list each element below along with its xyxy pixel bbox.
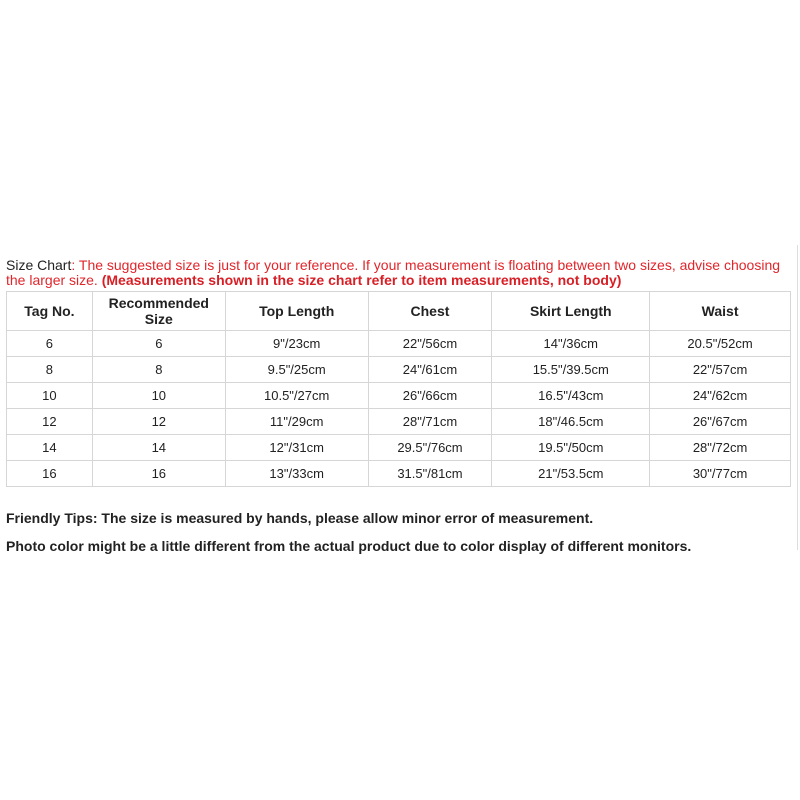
table-cell: 16 [92, 461, 225, 487]
page-edge-divider [797, 245, 798, 550]
table-cell: 9.5"/25cm [225, 357, 368, 383]
table-cell: 31.5"/81cm [368, 461, 492, 487]
table-cell: 6 [7, 331, 93, 357]
photo-color-note: Photo color might be a little different from the actual product due to color display of different monitors. [6, 538, 692, 554]
column-header: Top Length [225, 292, 368, 331]
table-cell: 24"/62cm [650, 383, 791, 409]
friendly-tips: Friendly Tips: The size is measured by hands, please allow minor error of measurement. [6, 510, 594, 526]
table-cell: 30"/77cm [650, 461, 791, 487]
table-cell: 16.5"/43cm [492, 383, 650, 409]
table-row [7, 461, 791, 487]
table-cell: 26"/67cm [650, 409, 791, 435]
column-header: Skirt Length [492, 292, 650, 331]
column-header: Recommended Size [92, 292, 225, 331]
table-row [7, 409, 791, 435]
table-cell: 14 [7, 435, 93, 461]
column-header: Tag No. [7, 292, 93, 331]
table-row [7, 383, 791, 409]
table-cell: 18"/46.5cm [492, 409, 650, 435]
table-cell: 29.5"/76cm [368, 435, 492, 461]
table-header-row [7, 292, 791, 331]
column-header: Waist [650, 292, 791, 331]
table-cell: 19.5"/50cm [492, 435, 650, 461]
table-cell: 10 [92, 383, 225, 409]
table-cell: 26"/66cm [368, 383, 492, 409]
table-cell: 8 [7, 357, 93, 383]
size-chart-label: Size Chart [6, 257, 72, 273]
table-cell: 6 [92, 331, 225, 357]
size-chart-table [6, 291, 791, 487]
size-chart-intro [6, 258, 796, 288]
table-cell: 13"/33cm [225, 461, 368, 487]
table-cell: 28"/71cm [368, 409, 492, 435]
table-row [7, 435, 791, 461]
table-cell: 16 [7, 461, 93, 487]
table-cell: 11"/29cm [225, 409, 368, 435]
table-cell: 15.5"/39.5cm [492, 357, 650, 383]
table-cell: 10 [7, 383, 93, 409]
table-cell: 21"/53.5cm [492, 461, 650, 487]
table-cell: 14 [92, 435, 225, 461]
table-cell: 22"/56cm [368, 331, 492, 357]
table-row [7, 357, 791, 383]
table-cell: 12 [92, 409, 225, 435]
size-chart-note: : The suggested size is just for your reference. If your measurement is floating between two sizes, advise choosing the larger size. [6, 257, 781, 288]
table-cell: 28"/72cm [650, 435, 791, 461]
table-cell: 12 [7, 409, 93, 435]
table-cell: 12"/31cm [225, 435, 368, 461]
measurement-note: (Measurements shown in the size chart refer to item measurements, not body) [101, 272, 622, 288]
column-header: Chest [368, 292, 492, 331]
table-cell: 9"/23cm [225, 331, 368, 357]
table-cell: 24"/61cm [368, 357, 492, 383]
table-cell: 20.5"/52cm [650, 331, 791, 357]
table-row [7, 331, 791, 357]
table-cell: 14"/36cm [492, 331, 650, 357]
table-cell: 22"/57cm [650, 357, 791, 383]
table-cell: 8 [92, 357, 225, 383]
table-cell: 10.5"/27cm [225, 383, 368, 409]
